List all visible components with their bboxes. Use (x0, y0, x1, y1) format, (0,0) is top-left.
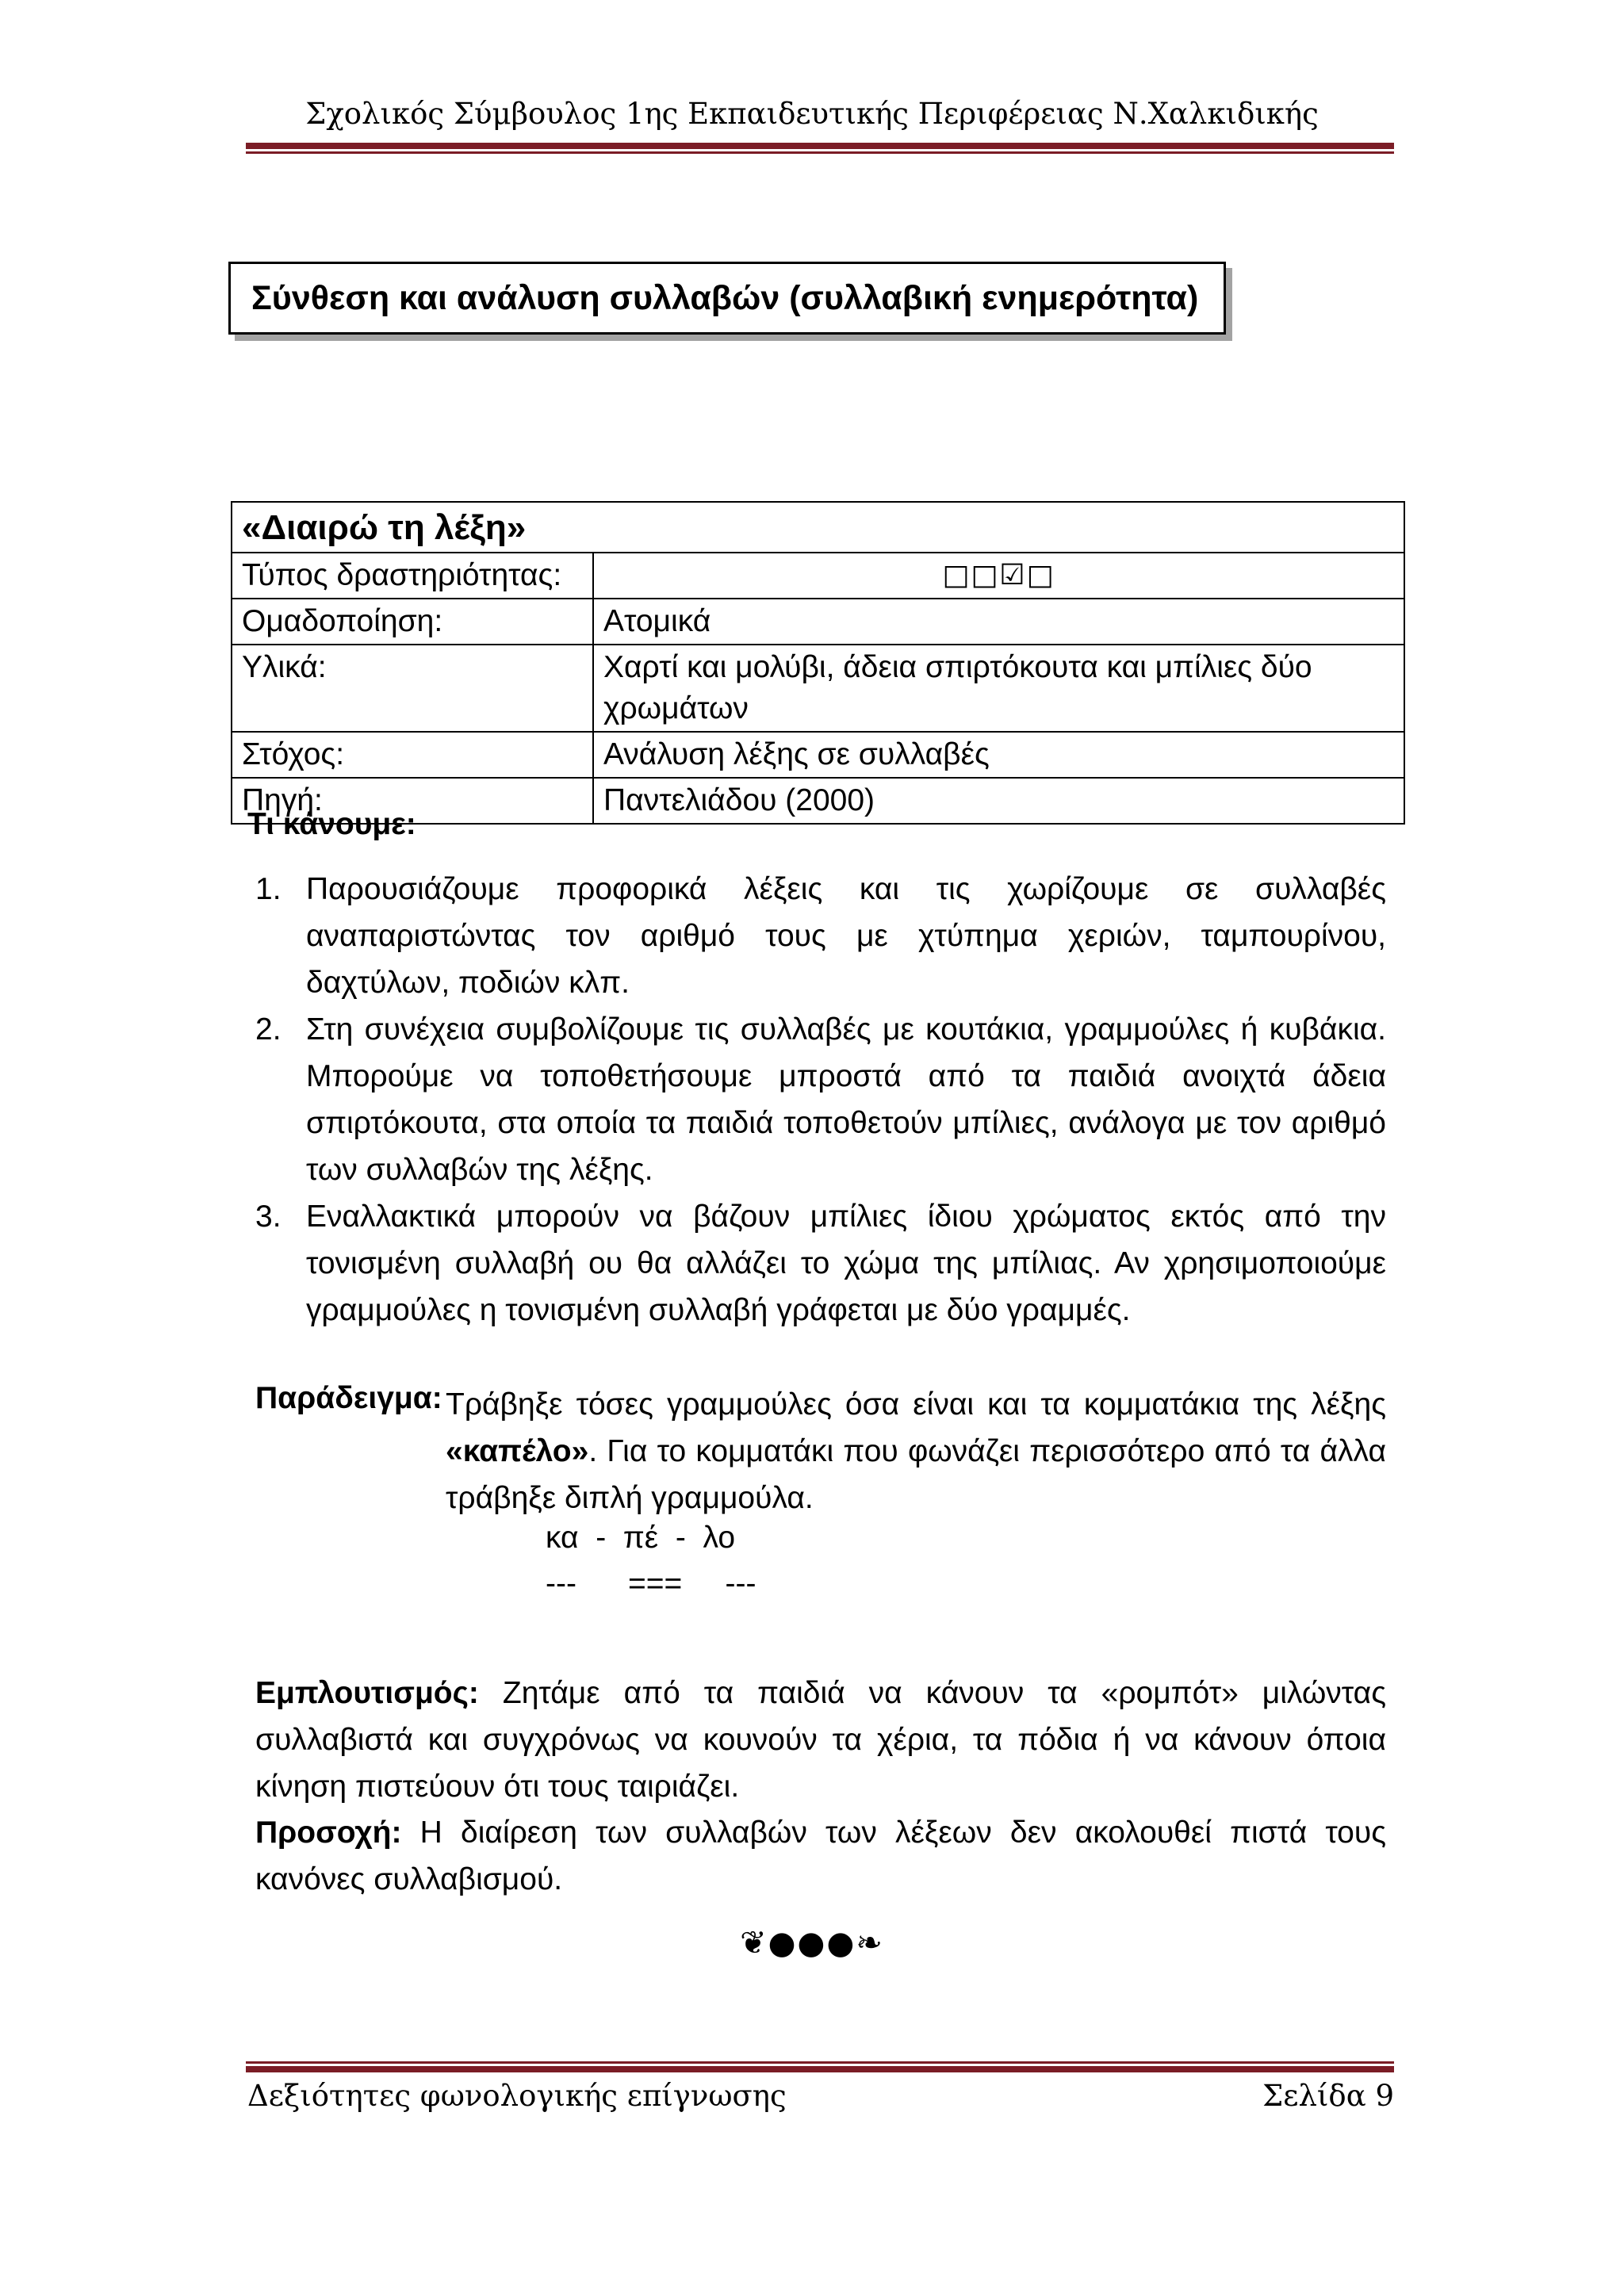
table-row (232, 599, 1404, 645)
caution-label: Προσοχή: (255, 1816, 402, 1850)
caution-text: Η διαίρεση των συλλαβών των λέξεων δεν ακολουθεί πιστά τους κανόνες συλλαβισμού. (255, 1816, 1386, 1896)
step-text: Παρουσιάζουμε προφορικά λέξεις και τις χωρίζουμε σε συλλαβές αναπαριστώντας τον αριθμό τους με χτύπημα χεριών, ταμπουρίνου, δαχτύλων, ποδιών κλπ. (306, 872, 1386, 1000)
activity-info-table (231, 501, 1405, 825)
example-text-before: Τράβηξε τόσες γραμμούλες όσα είναι και τα κομματάκια της λέξης (446, 1387, 1386, 1422)
example-syllables: κα - πέ - λο (546, 1521, 736, 1555)
table-row (232, 502, 1404, 553)
row-value: Ατομικά (593, 599, 1404, 645)
activity-title: «Διαιρώ τη λέξη» (232, 502, 1404, 553)
step-text: Στη συνέχεια συμβολίζουμε τις συλλαβές με κουτάκια, γραμμούλες ή κυβάκια. Μπορούμε να τοποθετήσουμε μπροστά από τα παιδιά ανοιχτά άδεια σπιρτόκουτα, στα οποία τα παιδιά τοποθετούν μπίλιες, ανάλογα με τον αριθμό των συλλαβών της λέξης. (306, 1012, 1386, 1187)
section-title: Σύνθεση και ανάλυση συλλαβών (συλλαβική ενημερότητα) (251, 278, 1199, 317)
footer-title: Δεξιότητες φωνολογικής επίγνωσης (247, 2079, 787, 2113)
table-row (232, 645, 1404, 732)
step-number: 1. (255, 872, 282, 906)
footer-rule (246, 2066, 1394, 2072)
ornament-divider-icon: ❦●●●❧ (740, 1925, 884, 1961)
list-item (247, 1193, 1386, 1334)
example-marks: --- === --- (546, 1567, 756, 1601)
list-item (247, 1006, 1386, 1193)
step-number: 3. (255, 1200, 282, 1234)
page-number: Σελίδα 9 (1262, 2079, 1394, 2113)
page-header: Σχολικός Σύμβουλος 1ης Εκπαιδευτικής Περιφέρειας Ν.Χαλκιδικής (305, 97, 1319, 131)
example-text (446, 1381, 1386, 1521)
step-text: Εναλλακτικά μπορούν να βάζουν μπίλιες ίδιου χρώματος εκτός από την τονισμένη συλλαβή ου θα αλλάζει το χώμα της μπίλιας. Αν χρησιμοποιούμε γραμμούλες η τονισμένη συλλαβή γράφεται με δύο γραμμές. (306, 1200, 1386, 1327)
table-row (232, 553, 1404, 599)
what-we-do-label: Τι κάνουμε: (247, 807, 416, 841)
example-word: «καπέλο» (446, 1434, 589, 1468)
activity-type-checkboxes: □□☑□ (593, 553, 1404, 599)
enrichment-paragraph (255, 1670, 1386, 1810)
list-item (247, 866, 1386, 1006)
row-value: Ανάλυση λέξης σε συλλαβές (593, 732, 1404, 778)
example-label: Παράδειγμα: (255, 1381, 442, 1415)
row-key: Ομαδοποίηση: (232, 599, 593, 645)
row-key: Στόχος: (232, 732, 593, 778)
footer-rule-thin (246, 2061, 1394, 2064)
row-key: Τύπος δραστηριότητας: (232, 553, 593, 599)
row-value: Παντελιάδου (2000) (593, 778, 1404, 824)
table-row (232, 732, 1404, 778)
header-rule-thin (246, 151, 1394, 154)
steps-list (247, 866, 1386, 1334)
header-rule (246, 143, 1394, 149)
row-key: Υλικά: (232, 645, 593, 732)
row-key: Πηγή: (232, 778, 593, 824)
example-text-after: . Για το κομματάκι που φωνάζει περισσότερο από τα άλλα τράβηξε διπλή γραμμούλα. (446, 1434, 1386, 1515)
enrichment-text: Ζητάμε από τα παιδιά να κάνουν τα «ρομπότ» μιλώντας συλλαβιστά και συγχρόνως να κουνούν τα χέρια, τα πόδια ή να κάνουν όποια κίνηση πιστεύουν ότι τους ταιριάζει. (255, 1676, 1386, 1804)
caution-paragraph (255, 1809, 1386, 1903)
section-title-box (228, 262, 1226, 335)
step-number: 2. (255, 1012, 282, 1047)
row-value: Χαρτί και μολύβι, άδεια σπιρτόκουτα και μπίλιες δύο χρωμάτων (593, 645, 1404, 732)
enrichment-label: Εμπλουτισμός: (255, 1676, 479, 1710)
